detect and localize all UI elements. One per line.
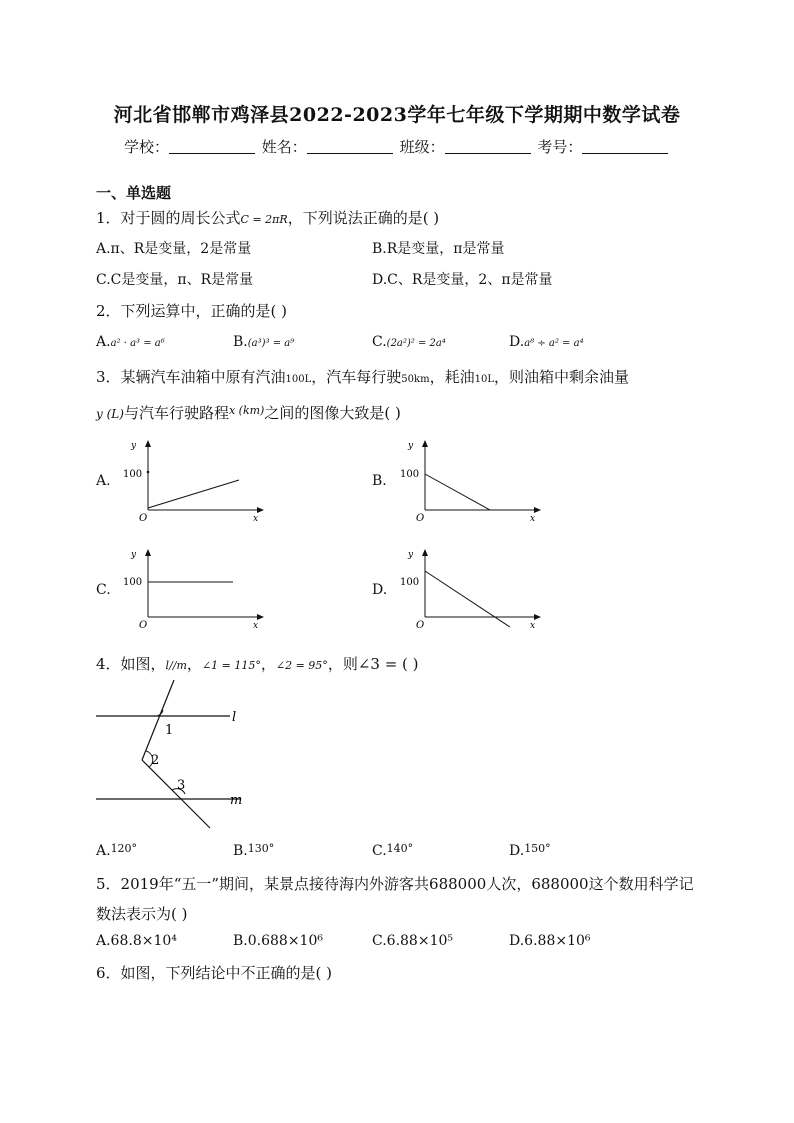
graph-a-y-arrow [145, 440, 151, 447]
q4-option-d-value: 150° [524, 842, 551, 855]
graph-d-label-o: O [416, 620, 425, 631]
graph-a-label-y: y [131, 441, 137, 451]
question-1-text-a: 1．对于圆的周长公式 [96, 209, 241, 227]
question-1-stem [96, 207, 439, 228]
school-blank [169, 139, 255, 154]
q4-option-a-value: 120° [110, 842, 138, 855]
option-d-label: D. [509, 334, 525, 350]
question-5-option-a: A.68.8×10⁴ [96, 933, 177, 949]
q3-y-expr: y (L) [96, 407, 124, 421]
label-angle-1: 1 [165, 723, 174, 738]
page-title: 河北省邯郸市鸡泽县2022-2023学年七年级下学期期中数学试卷 [113, 104, 681, 126]
q4-text-b: ，则∠3 = ( ) [327, 655, 419, 673]
option-a-label: A. [96, 334, 111, 350]
question-3-stem-line2 [96, 402, 401, 423]
question-4-stem [96, 653, 419, 674]
graph-b-label-x: x [530, 514, 536, 524]
graph-d [392, 547, 552, 633]
q3-text-b: ，汽车每行驶 [311, 368, 402, 386]
graph-c-label-y: y [131, 550, 137, 560]
q4-sep-2: ， [260, 655, 276, 673]
option-c-label: C. [372, 334, 387, 350]
graph-b [392, 438, 552, 524]
graph-a-tick-100 [147, 471, 150, 474]
q3-text-a: 3．某辆汽车油箱中原有汽油 [96, 368, 286, 386]
q4-option-c-value: 140° [386, 842, 414, 855]
option-d-expr: a⁸ ÷ a² = a⁴ [524, 338, 584, 349]
question-4-option-a [96, 842, 137, 859]
question-2-option-a [96, 334, 165, 350]
question-3-stem-line1 [96, 366, 629, 387]
graph-d-label-100: 100 [400, 577, 420, 588]
question-5-stem-line2: 数法表示为( ) [96, 905, 188, 923]
question-3-option-b-label: B. [372, 473, 387, 489]
graph-b-label-100: 100 [400, 469, 420, 480]
q3-text-d: ，则油箱中剩余油量 [493, 368, 629, 386]
graph-c-x-arrow [257, 614, 264, 620]
graph-d-label-y: y [408, 550, 414, 560]
name-blank [307, 139, 393, 154]
q3-unit-100l: 100L [285, 374, 312, 385]
q3-x-expr: x (km) [228, 404, 265, 417]
question-5-option-b: B.0.688×10⁶ [233, 933, 323, 949]
graph-a-line [148, 480, 239, 508]
question-1-option-d: D.C、R是变量，2、π是常量 [372, 272, 553, 288]
graph-d-label-x: x [530, 621, 536, 631]
graph-c-label-100: 100 [123, 577, 143, 588]
q4-text-a: 4．如图， [96, 655, 166, 673]
graph-c [115, 547, 275, 633]
question-3-option-c-label: C. [96, 582, 111, 598]
graph-b-line [425, 474, 490, 510]
student-info-row [124, 136, 670, 157]
school-label: 学校： [124, 138, 170, 156]
graph-d-line [425, 571, 510, 627]
option-c-expr: (2a²)² = 2a⁴ [386, 338, 446, 349]
question-1-option-a: A.π、R是变量，2是常量 [96, 241, 252, 257]
question-3-option-d-label: D. [372, 582, 388, 598]
question-4-figure [90, 678, 260, 833]
q4-angle-1: ∠1 = 115° [201, 659, 261, 672]
label-angle-3: 3 [177, 778, 186, 793]
question-1-formula: C = 2πR [240, 213, 288, 226]
q4-sep-1: ， [186, 655, 202, 673]
graph-d-y-arrow [422, 549, 428, 556]
graph-b-label-y: y [408, 441, 414, 451]
question-6-stem: 6．如图，下列结论中不正确的是( ) [96, 964, 333, 982]
question-2-option-d [509, 334, 584, 350]
graph-c-label-o: O [139, 620, 148, 631]
q4-option-d-label: D. [509, 843, 525, 859]
question-1-option-c: C.C是变量，π、R是常量 [96, 272, 254, 288]
question-2-option-c [372, 334, 446, 350]
graph-b-x-arrow [534, 507, 541, 513]
option-b-label: B. [233, 334, 248, 350]
graph-b-y-arrow [422, 440, 428, 447]
question-5-option-c: C.6.88×10⁵ [372, 933, 453, 949]
q3-text-c: ，耗油 [429, 368, 475, 386]
question-4-option-d [509, 842, 551, 859]
graph-a-x-arrow [257, 507, 264, 513]
q4-parallel: l//m [165, 659, 187, 672]
graph-a-label-x: x [253, 514, 259, 524]
question-1-text-b: ，下列说法正确的是( ) [287, 209, 440, 227]
label-angle-2: 2 [151, 753, 160, 768]
graph-a [115, 438, 275, 524]
question-4-option-c [372, 842, 413, 859]
section-heading: 一、单选题 [96, 184, 172, 202]
question-5-option-d: D.6.88×10⁶ [509, 933, 591, 949]
class-label: 班级： [399, 138, 445, 156]
q4-option-c-label: C. [372, 843, 387, 859]
transversal-upper [142, 680, 174, 760]
graph-a-label-100: 100 [123, 469, 143, 480]
label-m: m [230, 793, 243, 808]
q4-angle-2: ∠2 = 95° [275, 659, 328, 672]
q4-option-b-value: 130° [247, 842, 275, 855]
graph-d-x-arrow [534, 614, 541, 620]
q4-option-a-label: A. [96, 843, 111, 859]
graph-a-label-o: O [139, 513, 148, 524]
q4-option-b-label: B. [233, 843, 248, 859]
question-2-stem: 2．下列运算中，正确的是( ) [96, 302, 288, 320]
graph-c-label-x: x [253, 621, 259, 631]
q3-unit-10l: 10L [474, 374, 494, 385]
transversal-lower [142, 760, 210, 828]
question-4-option-b [233, 842, 274, 859]
graph-c-y-arrow [145, 549, 151, 556]
option-a-expr: a² · a³ = a⁶ [110, 338, 165, 349]
question-5-stem-line1: 5．2019年“五一”期间，某景点接待海内外游客共688000人次，688000这个数用科学记 [96, 875, 694, 893]
label-l: l [232, 710, 237, 725]
q3-unit-50km: 50km [401, 374, 430, 385]
question-2-option-b [233, 334, 294, 350]
question-3-option-a-label: A. [96, 473, 111, 489]
number-blank [582, 139, 668, 154]
q3-text-f: 之间的图像大致是( ) [264, 404, 401, 422]
option-b-expr: (a³)³ = a⁹ [247, 338, 295, 349]
name-label: 姓名： [261, 138, 307, 156]
question-1-option-b: B.R是变量，π是常量 [372, 241, 505, 257]
class-blank [445, 139, 531, 154]
q3-text-e: 与汽车行驶路程 [123, 404, 229, 422]
number-label: 考号： [537, 138, 583, 156]
graph-b-label-o: O [416, 513, 425, 524]
